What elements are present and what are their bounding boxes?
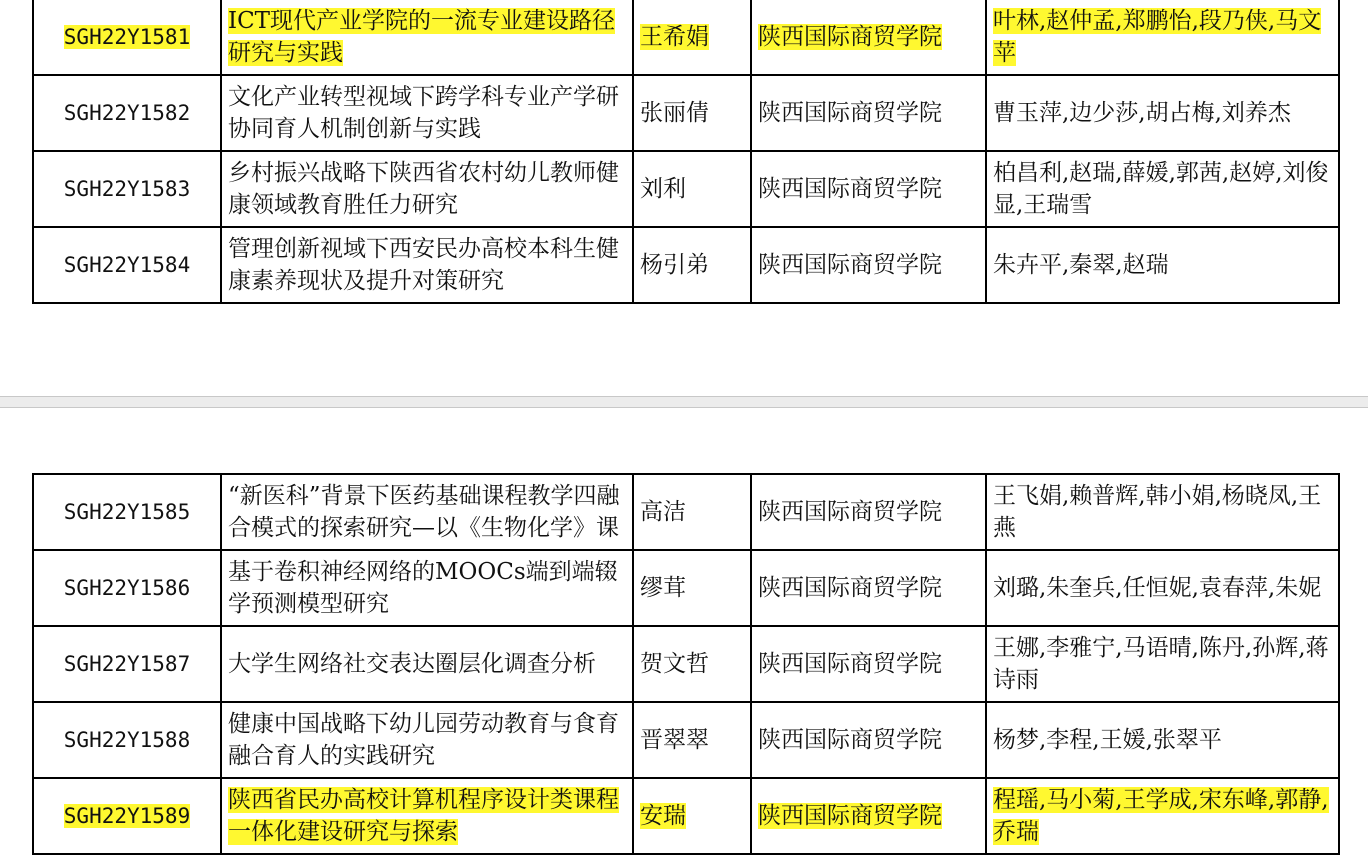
institution: 陕西国际商贸学院 (758, 575, 942, 601)
members: 刘璐,朱奎兵,任恒妮,袁春萍,朱妮 (993, 575, 1322, 601)
project-title: 大学生网络社交表达圈层化调查分析 (228, 651, 596, 677)
project-table-body-2 (33, 474, 1339, 854)
project-table-page-2 (32, 473, 1340, 855)
members: 杨梦,李程,王媛,张翠平 (993, 727, 1222, 753)
project-title-cell (221, 702, 633, 778)
table-row-highlighted (33, 0, 1339, 75)
project-title: 乡村振兴战略下陕西省农村幼儿教师健康领域教育胜任力研究 (228, 160, 619, 218)
members: 王娜,李雅宁,马语晴,陈丹,孙辉,蒋诗雨 (993, 635, 1329, 693)
project-code-cell (33, 151, 221, 227)
table-row (33, 626, 1339, 702)
project-title-cell (221, 550, 633, 626)
principal-cell (633, 75, 751, 151)
document-page-2 (0, 408, 1368, 868)
principal-cell (633, 778, 751, 854)
institution-cell (751, 702, 986, 778)
project-code-cell (33, 0, 221, 75)
members-cell (986, 474, 1339, 550)
project-code: SGH22Y1582 (63, 101, 191, 125)
project-title-cell (221, 0, 633, 75)
institution-cell (751, 550, 986, 626)
members: 曹玉萍,边少莎,胡占梅,刘养杰 (993, 100, 1291, 126)
project-title: 文化产业转型视域下跨学科专业产学研协同育人机制创新与实践 (228, 84, 619, 142)
project-code-cell (33, 626, 221, 702)
project-code-cell (33, 550, 221, 626)
project-title-cell (221, 474, 633, 550)
project-code: SGH22Y1585 (63, 500, 191, 524)
project-code-cell (33, 474, 221, 550)
principal-investigator: 贺文哲 (640, 651, 709, 677)
project-title-cell (221, 75, 633, 151)
members-cell (986, 151, 1339, 227)
principal-cell (633, 0, 751, 75)
institution-cell (751, 75, 986, 151)
principal-investigator: 高洁 (640, 499, 686, 525)
institution-cell (751, 778, 986, 854)
members-cell (986, 778, 1339, 854)
project-title: “新医科”背景下医药基础课程教学四融合模式的探索研究—以《生物化学》课 (228, 483, 620, 541)
project-code-cell (33, 75, 221, 151)
institution: 陕西国际商贸学院 (758, 24, 942, 50)
project-code: SGH22Y1589 (63, 804, 191, 828)
project-table-body-1 (33, 0, 1339, 303)
project-code-cell (33, 702, 221, 778)
members: 程瑶,马小菊,王学成,宋东峰,郭静,乔瑞 (993, 787, 1329, 845)
table-row-highlighted (33, 778, 1339, 854)
members-cell (986, 75, 1339, 151)
members-cell (986, 0, 1339, 75)
principal-cell (633, 626, 751, 702)
institution: 陕西国际商贸学院 (758, 252, 942, 278)
principal-investigator: 晋翠翠 (640, 727, 709, 753)
principal-cell (633, 474, 751, 550)
members: 叶林,赵仲孟,郑鹏怡,段乃侠,马文苹 (993, 8, 1322, 66)
members: 朱卉平,秦翠,赵瑞 (993, 252, 1169, 278)
institution: 陕西国际商贸学院 (758, 100, 942, 126)
table-row (33, 702, 1339, 778)
principal-cell (633, 702, 751, 778)
institution-cell (751, 0, 986, 75)
project-code-cell (33, 778, 221, 854)
institution: 陕西国际商贸学院 (758, 727, 942, 753)
institution-cell (751, 474, 986, 550)
principal-cell (633, 151, 751, 227)
members-cell (986, 626, 1339, 702)
institution: 陕西国际商贸学院 (758, 176, 942, 202)
table-row (33, 75, 1339, 151)
institution-cell (751, 227, 986, 303)
principal-investigator: 张丽倩 (640, 100, 709, 126)
project-table-page-1 (32, 0, 1340, 304)
project-code: SGH22Y1583 (63, 177, 191, 201)
members-cell (986, 550, 1339, 626)
institution-cell (751, 151, 986, 227)
project-code: SGH22Y1586 (63, 576, 191, 600)
table-row (33, 550, 1339, 626)
project-code: SGH22Y1584 (63, 253, 191, 277)
project-title: 管理创新视域下西安民办高校本科生健康素养现状及提升对策研究 (228, 236, 619, 294)
institution: 陕西国际商贸学院 (758, 651, 942, 677)
project-code: SGH22Y1587 (63, 652, 191, 676)
project-title-cell (221, 626, 633, 702)
project-title: 基于卷积神经网络的MOOCs端到端辍学预测模型研究 (228, 559, 618, 617)
document-page-1 (0, 0, 1368, 396)
project-title: ICT现代产业学院的一流专业建设路径研究与实践 (228, 8, 616, 66)
institution-cell (751, 626, 986, 702)
page-gap-divider (0, 396, 1368, 408)
table-row (33, 151, 1339, 227)
project-title-cell (221, 151, 633, 227)
members: 王飞娟,赖普辉,韩小娟,杨晓凤,王燕 (993, 483, 1322, 541)
principal-investigator: 王希娟 (640, 24, 709, 50)
table-row (33, 474, 1339, 550)
project-title: 陕西省民办高校计算机程序设计类课程一体化建设研究与探索 (228, 787, 619, 845)
project-title-cell (221, 778, 633, 854)
institution: 陕西国际商贸学院 (758, 803, 942, 829)
principal-investigator: 杨引弟 (640, 252, 709, 278)
institution: 陕西国际商贸学院 (758, 499, 942, 525)
principal-investigator: 安瑞 (640, 803, 686, 829)
principal-investigator: 刘利 (640, 176, 686, 202)
principal-cell (633, 550, 751, 626)
members-cell (986, 227, 1339, 303)
members: 柏昌利,赵瑞,薛媛,郭茜,赵婷,刘俊显,王瑞雪 (993, 160, 1329, 218)
project-code: SGH22Y1588 (63, 728, 191, 752)
table-row (33, 227, 1339, 303)
principal-investigator: 缪茸 (640, 575, 686, 601)
project-title: 健康中国战略下幼儿园劳动教育与食育融合育人的实践研究 (228, 711, 619, 769)
principal-cell (633, 227, 751, 303)
project-title-cell (221, 227, 633, 303)
project-code: SGH22Y1581 (63, 25, 191, 49)
members-cell (986, 702, 1339, 778)
project-code-cell (33, 227, 221, 303)
